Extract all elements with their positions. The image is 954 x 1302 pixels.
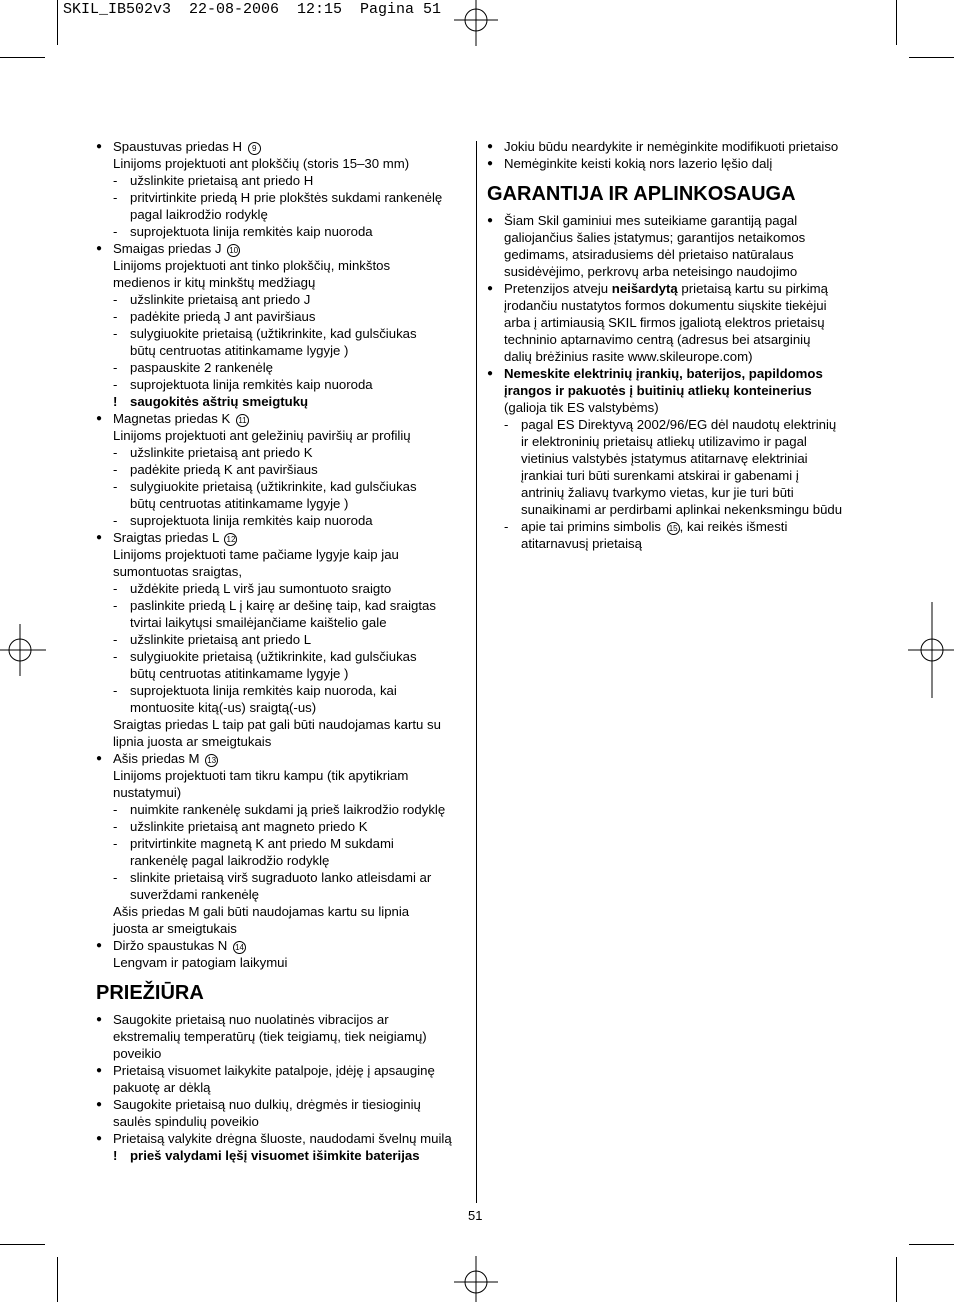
list-item: ● Saugokite prietaisą nuo dulkių, drėgmės ir tiesioginių	[96, 1097, 421, 1112]
item-title: Ašis priedas M	[113, 751, 200, 766]
list-item	[96, 240, 468, 257]
sub-step: - nuimkite rankenėlę sukdami ją prieš laikrodžio rodyklę	[113, 802, 446, 817]
callout-number: 10	[227, 244, 240, 257]
item-note: lipnia juosta ar smeigtukais	[113, 734, 272, 749]
callout-number: 9	[248, 142, 261, 155]
item-note: Ašis priedas M gali būti naudojamas kartu su lipnia	[113, 904, 410, 919]
list-item: ● Prietaisą visuomet laikykite patalpoje, įdėję į apsauginę	[96, 1063, 435, 1078]
sub-step: - užslinkite prietaisą ant priedo H	[113, 173, 314, 188]
bullet-icon: ●	[487, 158, 494, 169]
list-item	[96, 750, 468, 767]
list-item-continuation: techninio aptarnavimo centrą (adresus bei atsarginių	[504, 332, 811, 347]
list-item-continuation: dalių brėžinius rasite www.skileurope.com)	[504, 349, 753, 364]
section-heading-maintenance: PRIEŽIŪRA	[96, 982, 204, 1004]
list-item: ● Šiam Skil gaminiui mes suteikiame garantiją pagal	[487, 213, 798, 228]
list-item	[96, 937, 468, 954]
crop-mark-top-right-v	[896, 0, 897, 45]
item-description: Linijoms projektuoti tame pačiame lygyje kaip jau	[113, 547, 399, 562]
crop-mark-top-right-h	[909, 57, 954, 58]
callout-number: 13	[205, 754, 218, 767]
sub-step: - užslinkite prietaisą ant priedo K	[113, 445, 313, 460]
warning-icon: !	[113, 394, 118, 409]
sub-step: - pritvirtinkite magnetą K ant priedo M sukdami	[113, 836, 394, 851]
list-item: ● Saugokite prietaisą nuo nuolatinės vibracijos ar	[96, 1012, 389, 1027]
crop-mark-top-left-h	[0, 57, 45, 58]
bullet-icon: ●	[487, 283, 494, 294]
item-note: juosta ar smeigtukais	[113, 921, 237, 936]
bullet-icon: ●	[96, 940, 103, 951]
sub-step: - pritvirtinkite priedą H prie plokštės sukdami rankenėlę	[113, 190, 443, 205]
warning-note: ! prieš valydami lęšį visuomet išimkite baterijas	[113, 1148, 420, 1163]
item-title: Spaustuvas priedas H	[113, 139, 243, 154]
print-header: SKIL_IB502v3 22-08-2006 12:15 Pagina 51	[63, 1, 442, 18]
crop-mark-bottom-left-h	[0, 1244, 45, 1245]
bullet-icon: ●	[96, 532, 103, 543]
sub-step: - paspauskite 2 rankenėlę	[113, 360, 273, 375]
bullet-icon: ●	[96, 413, 103, 424]
registration-mark-bottom	[452, 1256, 502, 1302]
list-item-continuation: (galioja tik ES valstybėms)	[504, 400, 659, 415]
sub-step: - užslinkite prietaisą ant magneto priedo K	[113, 819, 368, 834]
list-item-continuation: gedimams, atsiradusiems dėl prietaiso natūralaus	[504, 247, 794, 262]
callout-number: 15	[667, 522, 680, 535]
column-divider	[476, 141, 477, 1203]
item-description: Linijoms projektuoti tam tikru kampu (tik apytikriam	[113, 768, 409, 783]
sub-step: - užslinkite prietaisą ant priedo L	[113, 632, 312, 647]
item-description: medienos ir kitų minkštų medžiagų	[113, 275, 316, 290]
item-description: Linijoms projektuoti ant plokščių (storis 15–30 mm)	[113, 156, 410, 171]
item-description: Lengvam ir patogiam laikymui	[113, 955, 288, 970]
sub-step-continuation: pagal laikrodžio rodyklę	[130, 207, 268, 222]
sub-step-continuation: įrankiai turi būti surenkami atskirai ir gabenami į	[521, 468, 799, 483]
sub-step: - apie tai primins simbolis 15 , kai reikės išmesti	[504, 519, 788, 534]
sub-step-continuation: sunaikinami ar perdirbami aplinkai nekenksmingu būdu	[521, 502, 843, 517]
bullet-icon: ●	[96, 1065, 103, 1076]
sub-step-continuation: rankenėlę pagal laikrodžio rodyklę	[130, 853, 330, 868]
sub-step-continuation: antrinių žaliavų tvarkymo vietas, kur jie turi būti	[521, 485, 794, 500]
warning-icon: !	[113, 1148, 118, 1163]
list-item-continuation: poveikio	[113, 1046, 162, 1061]
page-number: 51	[468, 1208, 483, 1223]
sub-step: - sulygiuokite prietaisą (užtikrinkite, kad gulsčiukas	[113, 649, 417, 664]
bullet-icon: ●	[96, 141, 103, 152]
sub-step-continuation: vietinius valstybės įstatymus atitarnavę elektriniai	[521, 451, 808, 466]
callout-number: 14	[233, 941, 246, 954]
crop-mark-bottom-right-v	[896, 1257, 897, 1302]
bullet-icon: ●	[487, 141, 494, 152]
sub-step: - suprojektuota linija remkitės kaip nuoroda	[113, 513, 373, 528]
sub-step: - suprojektuota linija remkitės kaip nuoroda	[113, 377, 373, 392]
list-item: ● Nemeskite elektrinių įrankių, baterijos, papildomos	[487, 366, 823, 381]
item-title: Magnetas priedas K	[113, 411, 231, 426]
sub-step-continuation: suverždami rankenėlę	[130, 887, 260, 902]
sub-step: - padėkite priedą K ant paviršiaus	[113, 462, 318, 477]
bullet-icon: ●	[96, 753, 103, 764]
item-description: Linijoms projektuoti ant tinko plokščių, minkštos	[113, 258, 391, 273]
sub-step: - suprojektuota linija remkitės kaip nuoroda, kai	[113, 683, 397, 698]
sub-step-continuation: montuosite kitą(-us) sraigtą(-us)	[130, 700, 317, 715]
list-item	[96, 410, 468, 427]
callout-number: 12	[224, 533, 237, 546]
sub-step-continuation: būtų centruotas atitinkamame lygyje )	[130, 666, 349, 681]
item-description: sumontuotas sraigtas,	[113, 564, 243, 579]
sub-step-continuation: būtų centruotas atitinkamame lygyje )	[130, 496, 349, 511]
sub-step: - sulygiuokite prietaisą (užtikrinkite, kad gulsčiukas	[113, 479, 417, 494]
bullet-icon: ●	[487, 215, 494, 226]
sub-step-continuation: atitarnavusį prietaisą	[521, 536, 642, 551]
sub-step-continuation: tvirtai laikytųsi smailėjančiame kaištelio gale	[130, 615, 387, 630]
item-description: Linijoms projektuoti ant geležinių paviršių ar profilių	[113, 428, 411, 443]
sub-step: - paslinkite priedą L į kairę ar dešinę taip, kad sraigtas	[113, 598, 436, 613]
item-title: Smaigas priedas J	[113, 241, 222, 256]
sub-step-continuation: būtų centruotas atitinkamame lygyje )	[130, 343, 349, 358]
item-description: nustatymui)	[113, 785, 182, 800]
sub-step-continuation: ir elektroninių prietaisų atliekų utilizavimo ir pagal	[521, 434, 807, 449]
bullet-icon: ●	[96, 1133, 103, 1144]
warning-note: ! saugokitės aštrių smeigtukų	[113, 394, 309, 409]
item-title: Diržo spaustukas N	[113, 938, 228, 953]
sub-step: - suprojektuota linija remkitės kaip nuoroda	[113, 224, 373, 239]
registration-mark-left	[0, 602, 46, 698]
sub-step: - užslinkite prietaisą ant priedo J	[113, 292, 311, 307]
list-item: ● Prietaisą valykite drėgna šluoste, naudodami švelnų muilą	[96, 1131, 452, 1146]
list-item-continuation: įrodančiu nustatytos formos dokumentu siųskite tiekėjui	[504, 298, 827, 313]
sub-step: - slinkite prietaisą virš sugraduoto lanko atleisdami ar	[113, 870, 432, 885]
section-heading-warranty: GARANTIJA IR APLINKOSAUGA	[487, 183, 796, 205]
left-column	[96, 138, 468, 1164]
sub-step: - pagal ES Direktyvą 2002/96/EG dėl naudotų elektrinių	[504, 417, 837, 432]
list-item: ● Jokiu būdu neardykite ir nemėginkite modifikuoti prietaiso	[487, 139, 839, 154]
item-title: Sraigtas priedas L	[113, 530, 219, 545]
list-item-continuation: saulės spindulių poveikio	[113, 1114, 259, 1129]
list-item: ● Pretenzijos atveju neišardytą prietaisą kartu su pirkimą	[487, 281, 828, 296]
list-item: ● Nemėginkite keisti kokią nors lazerio lęšio dalį	[487, 156, 773, 171]
sub-step: - padėkite priedą J ant paviršiaus	[113, 309, 316, 324]
list-item-continuation: įrangos ir pakuotės į buitinių atliekų konteinerius	[504, 383, 812, 398]
list-item	[96, 529, 468, 546]
sub-step: - sulygiuokite prietaisą (užtikrinkite, kad gulsčiukas	[113, 326, 417, 341]
item-note: Sraigtas priedas L taip pat gali būti naudojamas kartu su	[113, 717, 441, 732]
bullet-icon: ●	[487, 368, 494, 379]
list-item-continuation: galiojančius šalies įstatymus; garantijos netaikomos	[504, 230, 806, 245]
registration-mark-right	[908, 602, 954, 698]
callout-number: 11	[236, 414, 249, 427]
sub-step: - uždėkite priedą L virš jau sumontuoto sraigto	[113, 581, 392, 596]
list-item-continuation: pakuotę ar dėklą	[113, 1080, 211, 1095]
list-item	[96, 138, 468, 155]
crop-mark-bottom-left-v	[57, 1257, 58, 1302]
list-item-continuation: ekstremalių temperatūrų (tiek teigiamų, tiek neigiamų)	[113, 1029, 427, 1044]
bullet-icon: ●	[96, 1099, 103, 1110]
crop-mark-top-left-v	[57, 0, 58, 45]
list-item-continuation: susidėvėjimo, perkrovų arba neteisingo naudojimo	[504, 264, 798, 279]
registration-mark-top	[452, 0, 502, 46]
list-item-continuation: arba į artimiausią SKIL firmos įgaliotą elektros prietaisų	[504, 315, 825, 330]
crop-mark-bottom-right-h	[909, 1244, 954, 1245]
bullet-icon: ●	[96, 1014, 103, 1025]
right-column	[487, 138, 859, 552]
bullet-icon: ●	[96, 243, 103, 254]
